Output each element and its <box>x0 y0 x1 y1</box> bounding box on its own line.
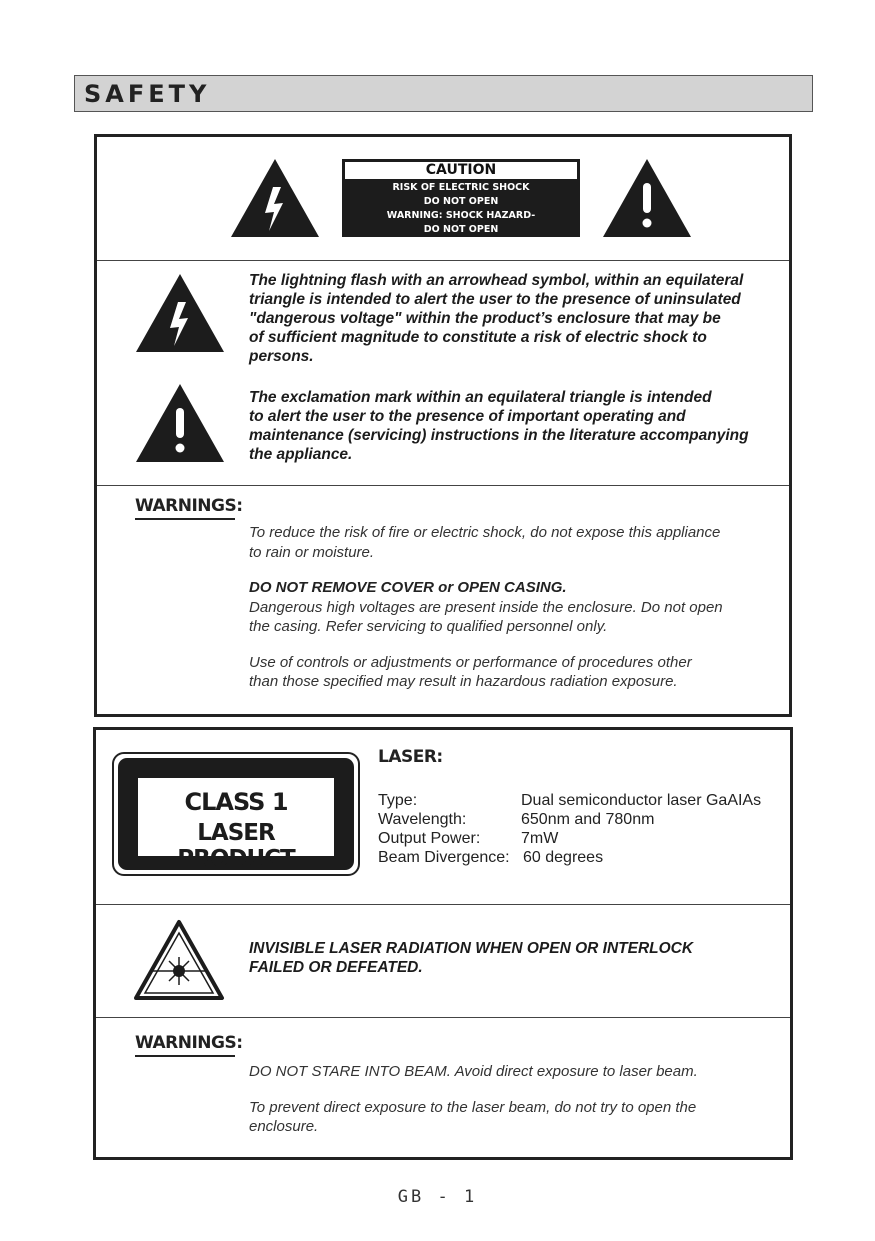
laser-radiation-warning <box>249 939 769 977</box>
warnings-heading: WARNINGS: <box>135 1033 243 1053</box>
warnings-heading: WARNINGS: <box>135 496 243 516</box>
lightning-warning-icon <box>134 272 226 354</box>
warning-emphasis: DO NOT REMOVE COVER or OPEN CASING. <box>249 579 567 596</box>
text-line: to rain or moisture. <box>249 543 375 561</box>
class1-laser-label <box>112 752 360 876</box>
divider <box>96 904 790 905</box>
page-title: SAFETY <box>84 80 211 108</box>
caution-line: DO NOT OPEN <box>423 196 499 207</box>
spec-label: Output Power: <box>378 830 481 847</box>
text-line: the appliance. <box>249 446 353 463</box>
text-line: the casing. Refer servicing to qualified personnel only. <box>249 618 608 635</box>
caution-line: RISK OF ELECTRIC SHOCK <box>392 182 530 193</box>
spec-label: Beam Divergence: <box>378 849 510 866</box>
spec-value: Dual semiconductor laser GaAIAs <box>521 792 762 809</box>
warnings-body <box>249 523 789 692</box>
caution-title: CAUTION <box>345 162 577 179</box>
divider <box>96 1017 790 1018</box>
spec-row <box>378 849 788 868</box>
text-line: The exclamation mark within an equilateral triangle is intended <box>249 389 712 406</box>
text-line: INVISIBLE LASER RADIATION WHEN OPEN OR INTERLOCK <box>249 940 694 957</box>
caution-line: DO NOT OPEN <box>423 224 499 235</box>
laser-specs <box>378 792 788 868</box>
text-line: maintenance (servicing) instructions in the literature accompanying <box>249 427 749 444</box>
laser-heading: LASER: <box>378 747 443 767</box>
text-line: triangle is intended to alert the user to the presence of uninsulated <box>249 291 741 308</box>
exclamation-warning-icon <box>134 382 226 464</box>
spec-label: Wavelength: <box>378 811 467 828</box>
text-line: Use of controls or adjustments or performance of procedures other <box>249 653 692 671</box>
laser-warnings-body <box>249 1062 789 1137</box>
divider <box>97 260 789 261</box>
spec-row <box>378 792 788 811</box>
lightning-description <box>249 271 789 366</box>
caution-label <box>342 159 580 237</box>
exclamation-warning-icon <box>601 157 693 239</box>
spec-value: 7mW <box>521 830 559 847</box>
exclamation-description <box>249 388 794 464</box>
class1-line: LASER PRODUCT <box>177 820 295 872</box>
spec-label: Type: <box>378 792 418 809</box>
text-line: than those specified may result in hazardous radiation exposure. <box>249 673 678 690</box>
page-number: GB - 1 <box>397 1187 478 1207</box>
class1-line: CLASS 1 <box>184 788 288 816</box>
text-line: to alert the user to the presence of important operating and <box>249 408 686 425</box>
lightning-warning-icon <box>229 157 321 239</box>
text-line: enclosure. <box>249 1118 319 1135</box>
spec-row <box>378 811 788 830</box>
caution-line: WARNING: SHOCK HAZARD- <box>386 210 536 221</box>
laser-safety-box <box>93 727 793 1160</box>
electrical-safety-box <box>94 134 792 717</box>
spec-value: 650nm and 780nm <box>521 811 655 828</box>
text-line: of sufficient magnitude to constitute a risk of electric shock to <box>249 329 707 346</box>
laser-radiation-icon <box>133 919 225 1001</box>
text-line: Dangerous high voltages are present inside the enclosure. Do not open <box>249 598 723 616</box>
text-line: persons. <box>249 348 314 365</box>
text-line: To prevent direct exposure to the laser beam, do not try to open the <box>249 1098 697 1116</box>
heading-underline <box>135 1055 235 1057</box>
safety-header-bar <box>74 75 813 112</box>
heading-underline <box>135 518 235 520</box>
divider <box>97 485 789 486</box>
text-line: To reduce the risk of fire or electric shock, do not expose this appliance <box>249 524 721 541</box>
spec-row <box>378 830 788 849</box>
text-line: FAILED OR DEFEATED. <box>249 959 423 976</box>
text-line: The lightning flash with an arrowhead symbol, within an equilateral <box>249 272 744 289</box>
text-line: DO NOT STARE INTO BEAM. Avoid direct exposure to laser beam. <box>249 1063 698 1080</box>
text-line: "dangerous voltage" within the product’s enclosure that may be <box>249 310 721 327</box>
spec-value: 60 degrees <box>523 849 604 866</box>
